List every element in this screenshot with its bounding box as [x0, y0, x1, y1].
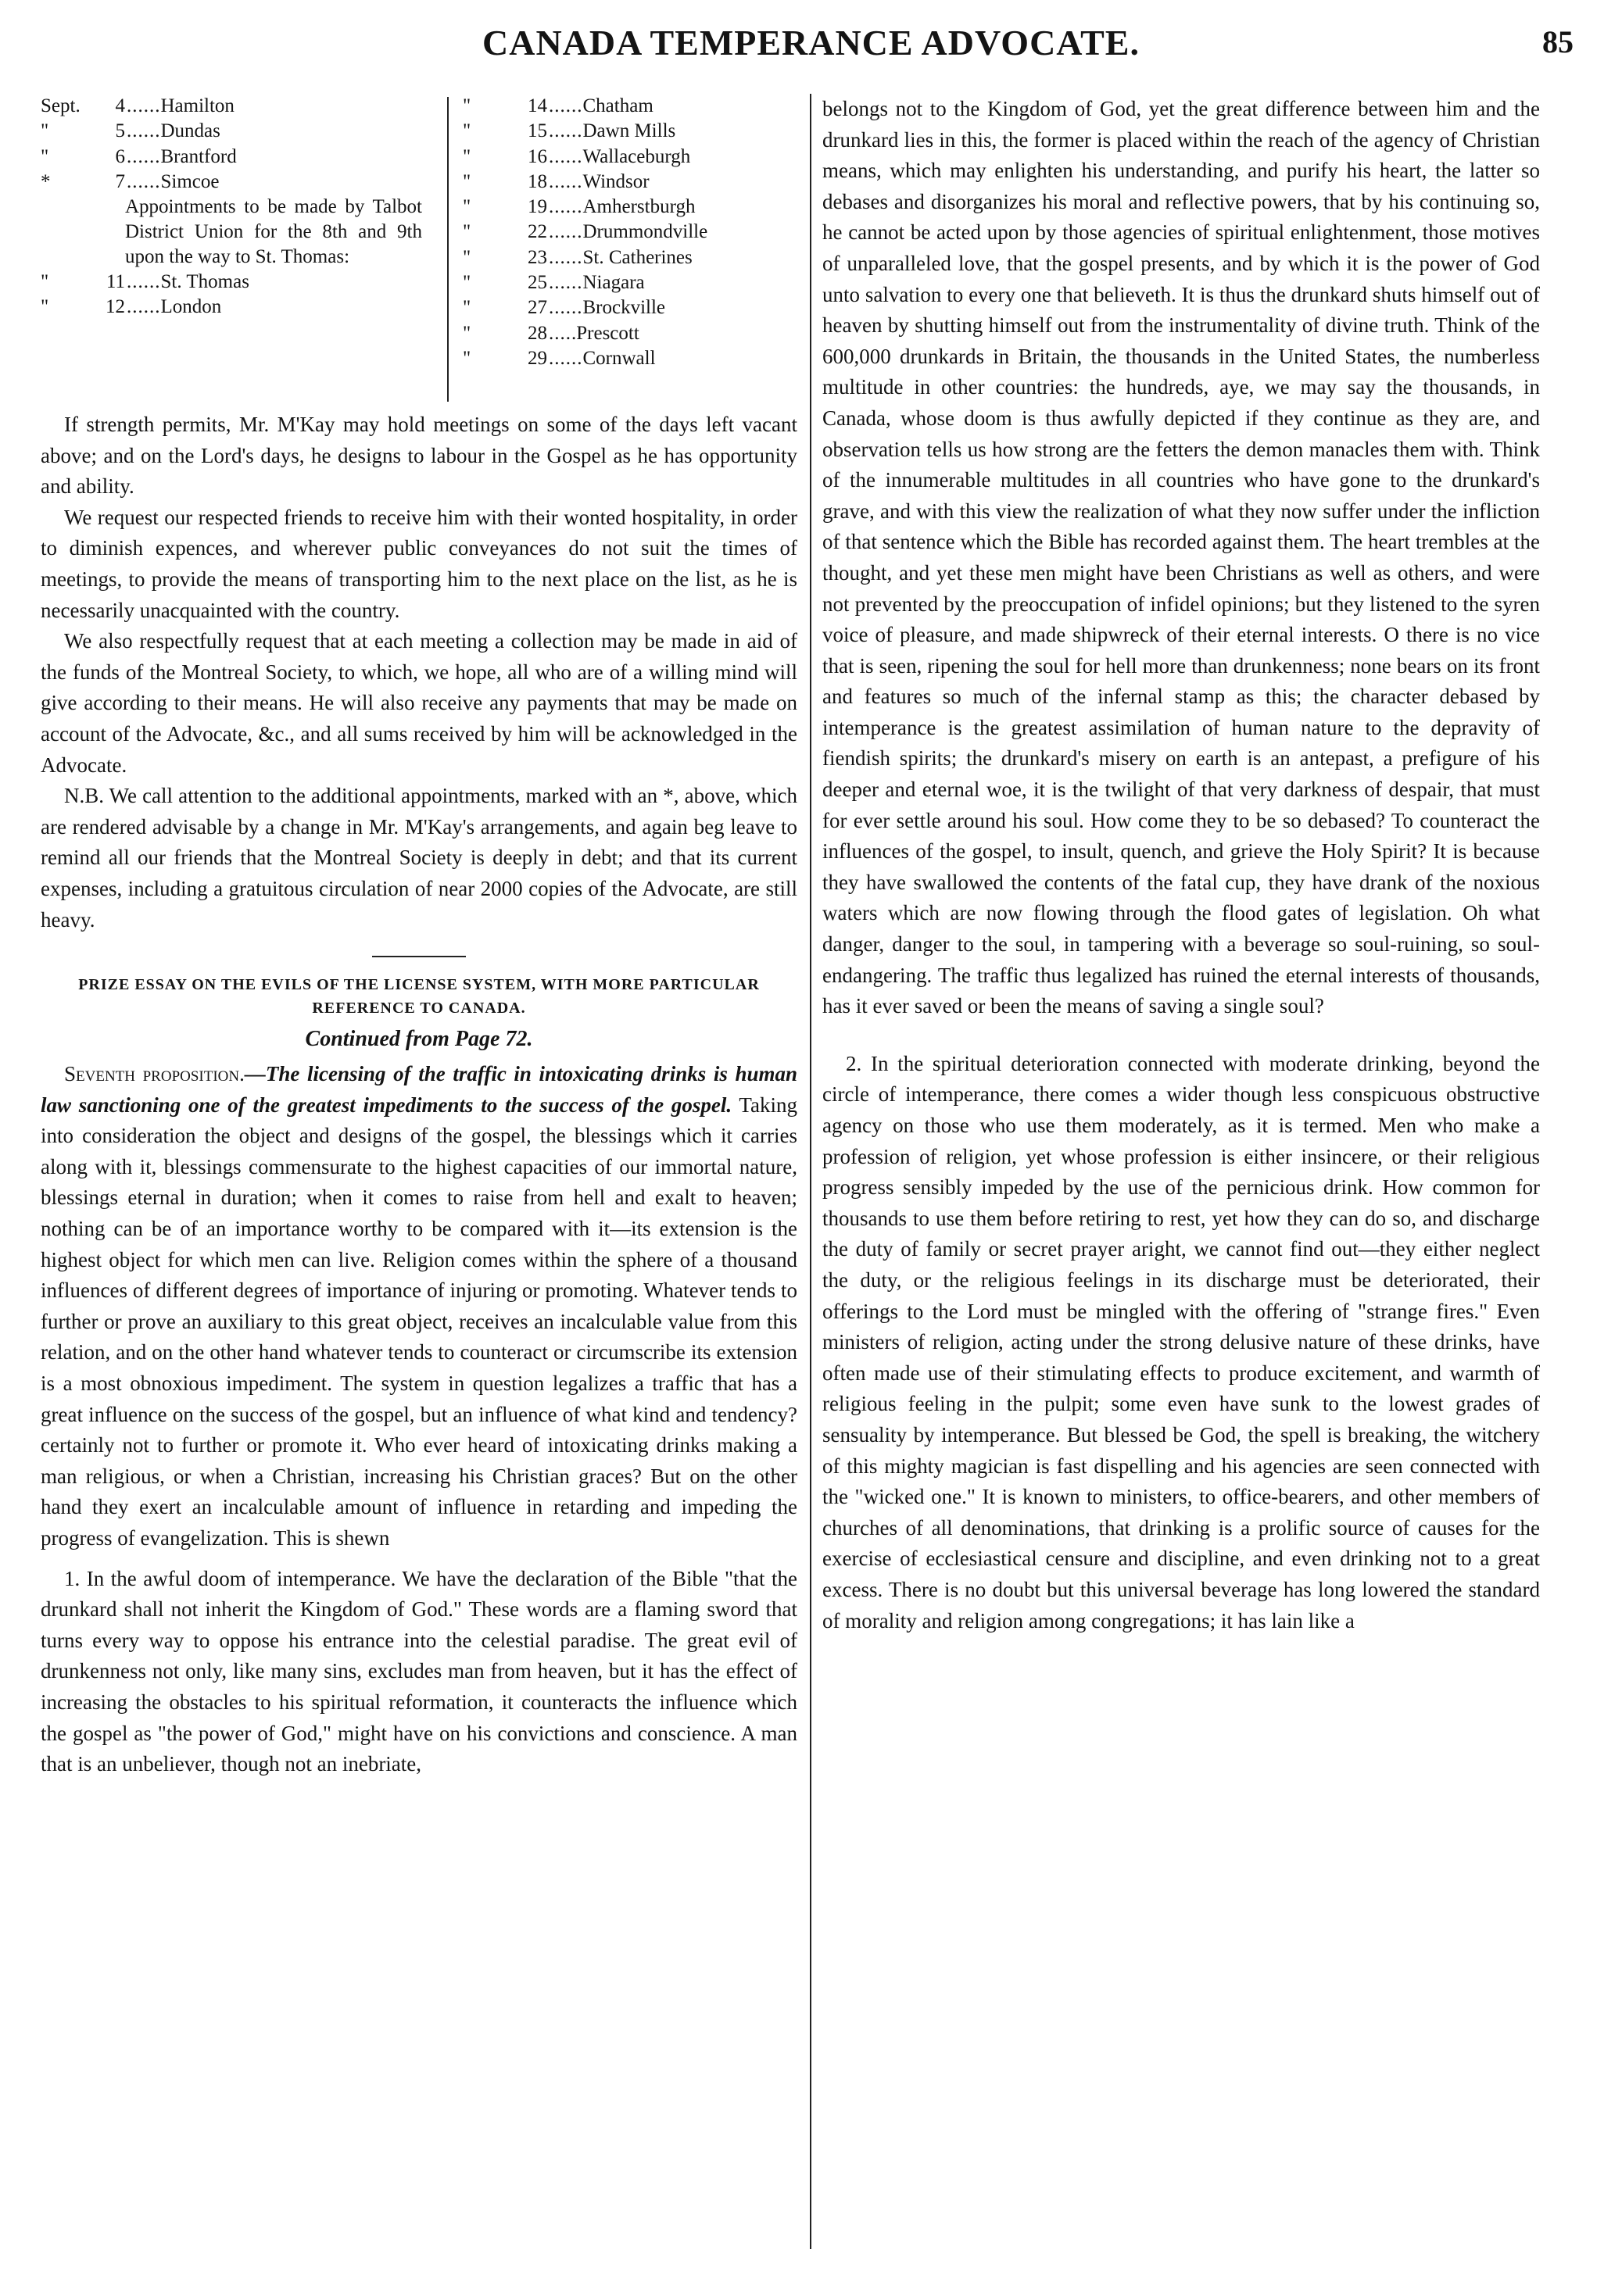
appointment-leader: ......	[549, 145, 583, 167]
appointment-day: 25	[528, 272, 547, 294]
continued-note: Continued from Page 72.	[305, 1027, 533, 1052]
appointment-row	[41, 119, 431, 144]
appointment-leader: ......	[549, 196, 583, 218]
appointment-place: Brantford	[160, 145, 237, 167]
appointment-place: Wallaceburgh	[582, 145, 691, 167]
appointment-row	[41, 170, 431, 195]
appointments-table	[41, 94, 797, 409]
appointment-row	[463, 195, 791, 220]
appointment-place: Dundas	[160, 120, 220, 142]
appointment-day: 27	[528, 297, 547, 319]
appointment-row	[41, 145, 431, 170]
appointment-leader: ....	[549, 322, 571, 344]
columns	[41, 94, 1581, 2265]
appointment-row	[463, 295, 791, 320]
appointment-day: 15	[528, 120, 547, 142]
appointment-mark: Sept.	[41, 95, 81, 116]
appointment-mark: "	[41, 145, 49, 167]
appointment-row	[463, 245, 791, 270]
appointment-leader: ......	[127, 296, 161, 318]
appointment-mark: "	[463, 196, 471, 218]
appointment-leader: ......	[549, 221, 583, 243]
appointment-row	[463, 270, 791, 295]
appointment-day: 14	[528, 95, 547, 116]
appointment-place: St. Catherines	[582, 246, 693, 268]
appointment-day: 7	[115, 170, 125, 192]
appointment-mark: "	[463, 95, 471, 116]
left-column	[41, 94, 797, 2265]
appointment-mark: *	[41, 170, 51, 192]
appointment-leader: ......	[127, 95, 161, 116]
appointment-place: Chatham	[582, 95, 653, 116]
appointment-place: Cornwall	[582, 347, 656, 369]
appointment-place: Dawn Mills	[582, 120, 676, 142]
paragraph: N.B. We call attention to the additional appointments, marked with an *, above, which are rendered advisable by a change in Mr. M'Kay's arrangements, and again beg leave to remind all our friends that the Montreal Society is deeply in debt; and that its current expenses, including a gratuitous circulation of near 2000 copies of the Advocate, are still heavy.	[41, 784, 797, 932]
appointment-row	[463, 119, 791, 144]
appointment-mark: "	[463, 246, 471, 268]
appointment-day: 11	[106, 271, 125, 293]
appointment-row	[463, 94, 791, 119]
appointment-leader: ......	[127, 145, 161, 167]
appointment-mark: "	[41, 296, 49, 318]
appointment-leader: ......	[549, 95, 583, 116]
appointment-day: 23	[528, 246, 547, 268]
appointment-place: London	[160, 296, 222, 318]
appointment-leader: ......	[549, 272, 583, 294]
proposition-statement: —The licensing of the traffic in intoxicating drinks is human law sanctioning one of the greatest impediments to the success of the gospel.	[41, 1062, 797, 1117]
appointment-place: .Prescott	[571, 322, 639, 344]
appointment-day: 5	[115, 120, 125, 142]
appointment-place: Brockville	[582, 297, 666, 319]
appointment-row	[463, 346, 791, 371]
column-rule	[810, 94, 811, 2249]
appointment-day: 19	[528, 196, 547, 218]
appointment-day: 29	[528, 347, 547, 369]
appointment-day: 18	[528, 170, 547, 192]
appointments-left	[41, 94, 431, 320]
appointment-leader: ......	[549, 246, 583, 268]
appointment-row	[41, 94, 431, 119]
appointment-mark: "	[463, 120, 471, 142]
page-header	[41, 22, 1581, 77]
essay-title: PRIZE ESSAY ON THE EVILS OF THE LICENSE SYSTEM, WITH MORE PARTICULAR REFERENCE TO CANADA.	[78, 976, 760, 1017]
appointment-place: Niagara	[582, 272, 645, 294]
section-divider	[372, 956, 466, 957]
appointment-mark: "	[463, 221, 471, 243]
appointment-day: 16	[528, 145, 547, 167]
paragraph	[41, 1059, 797, 1554]
appointment-mark: "	[463, 272, 471, 294]
appointment-day: 22	[528, 221, 547, 243]
appointment-day: 6	[115, 145, 125, 167]
appointments-rule	[447, 97, 449, 402]
appointment-mark: "	[463, 170, 471, 192]
paragraph: We also respectfully request that at each meeting a collection may be made in aid of the funds of the Montreal Society, to which, we hope, all who are of a willing mind will give according to their means. He will also receive any payments that may be made on account of the Advocate, &c., and all sums received by him will be acknowledged in the Advocate.	[41, 629, 797, 777]
running-title: CANADA TEMPERANCE ADVOCATE.	[482, 23, 1140, 63]
appointment-day: 4	[115, 95, 125, 116]
paragraph: belongs not to the Kingdom of God, yet the great difference between him and the drunkard lies in this, the former is placed within the reach of the agency of Christian means, which may enlighten his understanding, and purify his heart, the latter so debases and disorganizes his moral and reflective powers, that by his continuing so, he cannot be acted upon by those agencies of spiritual enlightenment, those motives of unparalleled love, that the gospel presents, and by which it is the power of God unto salvation to every one that believeth. It is thus the drunkard shuts himself out of heaven by shutting himself out from the instrumentality of divine truth. Think of the 600,000 drunkards in Britain, the thousands in the United States, the numberless multitude in other countries: the hundreds, aye, we may say the thousands, in Canada, whose doom is thus awfully depicted if they continue as they are, and observation tells us how strong are the fetters the demon manacles them with. Think of the innumerable multitudes in all countries who have gone to the drunkard's grave, and with this view the realization of what they now suffer under the infliction of that sentence which the Bible has recorded against them. The heart trembles at the thought, and yet these men might have been Christians as well as others, and were not prevented by the preoccupation of infidel opinions; but they listened to the syren voice of pleasure, and made shipwreck of their eternal interests. O there is no vice that is seen, ripening the soul for hell more than drunkenness; none bears on its front and features so much of the infernal stamp as this; the character debased by intemperance is the greatest assimilation of human nature to the depravity of fiendish spirits; the drunkard's misery on earth is an antepast, a prefigure of his deeper and eternal woe, it is the twilight of that very darkness of despair, that must for ever settle around his soul. How come they to be so debased? To counteract the influences of the gospel, to insult, quench, and grieve the Holy Spirit? It is because they have swallowed the contents of the fatal cup, they have drank of the noxious waters which are now flowing through the flood gates of legislation. Oh what danger, danger to the soul, in tampering with a beverage so soul-ruining, so soul-endangering. The traffic thus legalized has ruined the eternal interests of thousands, has it ever saved or been the means of saving a single soul?	[822, 97, 1540, 1018]
appointment-leader: ......	[127, 120, 161, 142]
appointment-row	[463, 170, 791, 195]
appointment-mark: "	[463, 297, 471, 319]
paragraph: If strength permits, Mr. M'Kay may hold meetings on some of the days left vacant above; and on the Lord's days, he designs to labour in the Gospel as he has opportunity and ability.	[41, 413, 797, 499]
appointment-mark: "	[463, 322, 471, 344]
appointment-leader: ......	[549, 120, 583, 142]
appointment-place: St. Thomas	[160, 271, 249, 293]
appointment-row	[463, 321, 791, 346]
appointment-place: Simcoe	[160, 170, 220, 192]
page-number: 85	[1542, 24, 1574, 59]
appointment-mark: "	[41, 271, 49, 293]
paragraph: 2. In the spiritual deterioration connected with moderate drinking, beyond the circle of intemperance, there comes a wider though less conspicuous obstructive agency on those who use them moderately, as it is termed. Men who make a profession of religion, yet whose profession is either insincere, or their religious progress sensibly impeded by the use of the pernicious drink. How common for thousands to use them before retiring to rest, yet how they can do so, and discharge the duty of family or secret prayer aright, we cannot find out—they either neglect the duty, or the religious feelings in its discharge must be deteriorated, their offerings to the Lord must be mingled with the offering of "strange fires." Even ministers of religion, acting under the strong delusive nature of these drinks, have often made use of their stimulating effects to produce excitement, and warmth of religious feeling in the pulpit; some even have sunk to the lowest grades of sensuality by intemperance. But blessed be God, the spell is breaking, the witchery of this mighty magician is fast dispelling and his agencies are seen connected with the "wicked one." It is known to ministers, to office-bearers, and other members of churches of all denominations, that drinking is a prolific source of causes for the exercise of ecclesiastical censure and discipline, and even drinking not to a great excess. There is no doubt but this universal beverage has long lowered the standard of morality and religion among congregations; it has lain like a	[822, 1051, 1540, 1633]
appointment-place: Amherstburgh	[582, 196, 696, 218]
appointment-row	[463, 220, 791, 245]
appointment-day: 12	[106, 296, 125, 318]
proposition-body: Taking into consideration the object and designs of the gospel, the blessings which it carries along with it, blessings commensurate to the highest capacities of our immortal nature, blessings eternal in duration; when it comes to raise from hell and exalt to heaven; nothing can be of an importance worthy to be compared with it—its extension is the highest object for which men can live. Religion comes within the sphere of a thousand influences of different degrees of importance of injuring or promoting. Whatever tends to further or prove an auxiliary to this great object, receives an incalculable value from this relation, and on the other hand whatever tends to counteract or circumscribe its extension is a most obnoxious impediment. The system in question legalizes a traffic that has a great influence on the success of the gospel, but an influence of what kind and tendency? certainly not to further or promote it. Who ever heard of intoxicating drinks making a man religious, or when a Christian, increasing his Christian graces? But on the other hand they exert an incalculable amount of influence in retarding and impeding the progress of evangelization. This is shewn	[41, 1093, 797, 1550]
appointment-day: 28	[528, 322, 547, 344]
appointment-mark: "	[463, 347, 471, 369]
right-column	[822, 94, 1540, 2265]
paragraph: We request our respected friends to receive him with their wonted hospitality, in order to diminish expences, and wherever public conveyances do not suit the times of meetings, to provide the means of transporting him to the next place on the list, as he is necessarily unacquainted with the country.	[41, 505, 797, 622]
appointments-note: Appointments to be made by Talbot District Union for the 8th and 9th upon the way to St. Thomas:	[125, 196, 422, 268]
proposition-lead: Seventh proposition.	[64, 1062, 245, 1086]
appointment-place: Hamilton	[160, 95, 235, 116]
appointment-row	[41, 295, 431, 320]
appointment-leader: ......	[549, 297, 583, 319]
appointment-row	[41, 270, 431, 295]
appointment-leader: ......	[549, 170, 583, 192]
appointment-row	[463, 145, 791, 170]
appointment-place: Windsor	[582, 170, 650, 192]
appointment-mark: "	[463, 145, 471, 167]
appointment-place: Drummondville	[582, 221, 708, 243]
appointment-leader: ......	[549, 347, 583, 369]
appointment-leader: ......	[127, 271, 161, 293]
appointment-mark: "	[41, 120, 49, 142]
appointment-leader: ......	[127, 170, 161, 192]
appointments-right	[463, 94, 791, 371]
paragraph: 1. In the awful doom of intemperance. We have the declaration of the Bible "that the drunkard shall not inherit the Kingdom of God." These words are a flaming sword that turns every way to oppose his entrance into the celestial paradise. The great evil of drunkenness not only, like many sins, excludes man from heaven, but it has the effect of increasing the obstacles to his spiritual reformation, it counteracts the influence which the gospel as "the power of God," might have on his convictions and conscience. A man that is an unbeliever, though not an inebriate,	[41, 1566, 797, 1776]
